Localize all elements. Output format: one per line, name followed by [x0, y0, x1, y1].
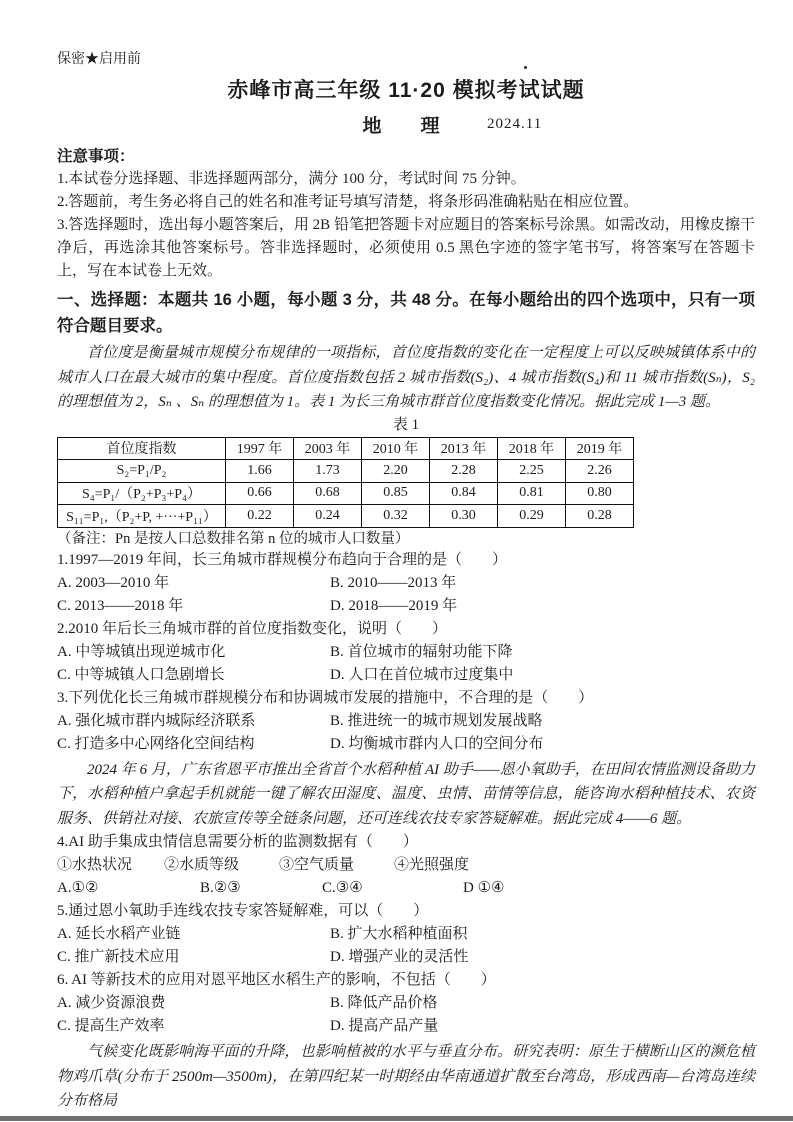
question-5-options-row-2 [57, 946, 755, 969]
secrecy-label: 保密★启用前 [57, 52, 141, 67]
passage-ai-assistant: 2024 年 6 月，广东省恩平市推出全省首个水稻种植 AI 助手——恩小氧助手，在田间农情监测设备助力下，水稻种植户拿起手机就能一键了解农田湿度、温度、虫情、苗情等信息，能咨询水稻种植技术、农资服务、供销社对接、农旅宣传等全链条问题，还可连线农技专家答疑解难。据此完成 4——6 题。 [57, 761, 755, 827]
table-cell: 1.66 [226, 460, 294, 483]
notice-item-2: 2.答题前，考生务必将自己的姓名和准考证号填写清楚，将条形码准确粘贴在相应位置。 [57, 194, 639, 210]
question-4-option-d: D ①④ [463, 880, 505, 896]
table-header-cell: 2013 年 [430, 437, 498, 460]
page-bottom-edge [0, 1116, 793, 1121]
subject-row [57, 111, 755, 137]
question-4-stem: 4.AI 助手集成虫情信息需要分析的监测数据有（ ） [57, 834, 418, 850]
table-cell: 0.80 [566, 482, 634, 505]
paper-title: 赤峰市高三年级 11·20 模拟考试试题 [227, 79, 585, 102]
question-4-option-b: B.②③ [200, 880, 241, 896]
question-5-option-b: B. 扩大水稻种植面积 [330, 926, 468, 942]
table-cell: 2.28 [430, 460, 498, 483]
question-3-options-row-1 [57, 710, 755, 733]
question-6-options-row-1 [57, 992, 755, 1015]
question-6-option-c: C. 提高生产效率 [57, 1018, 165, 1034]
question-4-subitem-4: ④光照强度 [394, 857, 470, 873]
table-header-cell: 2018 年 [498, 437, 566, 460]
notice-item-3: 3.答选择题时，选出每小题答案后，用 2B 铅笔把答题卡对应题目的答案标号涂黑。如需改动，用橡皮擦干净后，再选涂其他答案标号。答非选择题时，必须使用 0.5 黑色字迹的签字笔书写，将答案写在答题卡上，写在本试卷上无效。 [57, 217, 755, 279]
table-cell: 0.66 [226, 482, 294, 505]
scan-artifact-dot [524, 66, 527, 69]
question-6-options-row-2 [57, 1015, 755, 1038]
question-3-option-b: B. 推进统一的城市规划发展战略 [330, 712, 543, 729]
question-4-option-a: A.①② [57, 880, 99, 896]
primacy-index-table [57, 437, 634, 528]
question-5-option-c: C. 推广新技术应用 [57, 949, 180, 965]
table-cell: 0.32 [362, 505, 430, 528]
question-3-options-row-2 [57, 733, 755, 756]
row-label: S₂=P₁/P₂ [58, 460, 226, 483]
question-4-option-c: C.③④ [322, 880, 363, 896]
exam-date: 2024.11 [487, 116, 543, 132]
table-cell: 0.28 [566, 505, 634, 528]
table-cell: 2.20 [362, 460, 430, 483]
question-1-option-a: A. 2003—2010 年 [57, 574, 170, 591]
table-header-row [58, 437, 634, 460]
question-1-option-b: B. 2010——2013 年 [330, 574, 457, 591]
question-2-option-c: C. 中等城镇人口急剧增长 [57, 666, 225, 683]
table-row-s11 [58, 505, 634, 528]
row-label: S₄=P₁/（P₂+P₃+P₄） [58, 482, 226, 505]
table-cell: 1.73 [294, 460, 362, 483]
table-header-cell: 2003 年 [294, 437, 362, 460]
question-2-option-b: B. 首位城市的辐射功能下降 [330, 643, 513, 660]
question-3-option-a: A. 强化城市群内城际经济联系 [57, 712, 256, 729]
table-header-cell: 首位度指数 [58, 437, 226, 460]
question-4-subitem-1: ①水热状况 [57, 857, 133, 873]
table-cell: 0.68 [294, 482, 362, 505]
question-4-subitems-row [57, 854, 755, 877]
question-3-option-d: D. 均衡城市群内人口的空间分布 [330, 735, 544, 752]
question-5-option-a: A. 延长水稻产业链 [57, 926, 181, 942]
table-header-cell: 1997 年 [226, 437, 294, 460]
table-cell: 0.24 [294, 505, 362, 528]
table-cell: 2.26 [566, 460, 634, 483]
table-cell: 2.25 [498, 460, 566, 483]
table-row-s4 [58, 482, 634, 505]
passage-primacy-index: 首位度是衡量城市规模分布规律的一项指标，首位度指数的变化在一定程度上可以反映城镇体系中的城市人口在最大城市的集中程度。首位度指数包括 2 城市指数(S₂)、4 城市指数(S₄)和 11 城市指数(Sₙ)，S₂的理想值为 2，Sₙ 、Sₙ 的理想值为 1。表 1 为长三角城市群首位度指数变化情况。据此完成 1—3 题。 [57, 345, 755, 410]
question-1-option-d: D. 2018——2019 年 [330, 597, 458, 614]
table-cell: 0.30 [430, 505, 498, 528]
question-4-answers-row [57, 877, 755, 900]
question-2-stem: 2.2010 年后长三角城市群的首位度指数变化，说明（ ） [57, 620, 448, 637]
question-2-option-a: A. 中等城镇出现逆城市化 [57, 643, 226, 660]
question-4-subitem-3: ③空气质量 [279, 857, 355, 873]
table-caption: 表 1 [392, 416, 420, 433]
question-6-stem: 6. AI 等新技术的应用对恩平地区水稻生产的影响，不包括（ ） [57, 972, 496, 988]
question-2-option-d: D. 人口在首位城市过度集中 [330, 666, 514, 683]
question-2-options-row-2 [57, 664, 755, 687]
table-cell: 0.22 [226, 505, 294, 528]
table-cell: 0.29 [498, 505, 566, 528]
section-heading-choice: 一、选择题：本题共 16 小题，每小题 3 分，共 48 分。在每小题给出的四个选项中，只有一项符合题目要求。 [57, 291, 755, 335]
question-1-options-row-2 [57, 595, 755, 618]
question-6-option-b: B. 降低产品价格 [330, 995, 438, 1011]
table-header-cell: 2019 年 [566, 437, 634, 460]
question-5-stem: 5.通过恩小氧助手连线农技专家答疑解难，可以（ ） [57, 903, 429, 919]
question-3-stem: 3.下列优化长三角城市群规模分布和协调城市发展的措施中，不合理的是（ ） [57, 689, 594, 706]
table-cell: 0.81 [498, 482, 566, 505]
table-cell: 0.85 [362, 482, 430, 505]
question-3-option-c: C. 打造多中心网络化空间结构 [57, 735, 255, 752]
row-label: S₁₁=P₁,（P₂+P, +···+P₁₁） [58, 505, 226, 528]
table-cell: 0.84 [430, 482, 498, 505]
question-2-options-row-1 [57, 641, 755, 664]
notice-item-1: 1.本试卷分选择题、非选择题两部分，满分 100 分，考试时间 75 分钟。 [57, 171, 526, 187]
table-row-s2 [58, 460, 634, 483]
question-5-option-d: D. 增强产业的灵活性 [330, 949, 469, 965]
question-6-option-d: D. 提高产品产量 [330, 1018, 439, 1034]
question-5-options-row-1 [57, 923, 755, 946]
table-note: （备注：Pn 是按人口总数排名第 n 位的城市人口数量） [57, 530, 410, 547]
question-1-stem: 1.1997—2019 年间，长三角城市群规模分布趋向于合理的是（ ） [57, 551, 508, 568]
question-4-subitem-2: ②水质等级 [164, 857, 240, 873]
question-1-options-row-1 [57, 572, 755, 595]
passage-climate-change: 气候变化既影响海平面的升降，也影响植被的水平与垂直分布。研究表明：原生于横断山区的濒危植物鸡爪草(分布于 2500m—3500m)，在第四纪某一时期经由华南通道扩散至台湾岛，形成西南—台湾岛连续分布格局 [57, 1044, 755, 1109]
table-header-cell: 2010 年 [362, 437, 430, 460]
question-6-option-a: A. 减少资源浪费 [57, 995, 166, 1011]
subject-name: 地 理 [362, 116, 450, 137]
question-1-option-c: C. 2013——2018 年 [57, 597, 184, 614]
notice-heading: 注意事项： [57, 148, 135, 165]
